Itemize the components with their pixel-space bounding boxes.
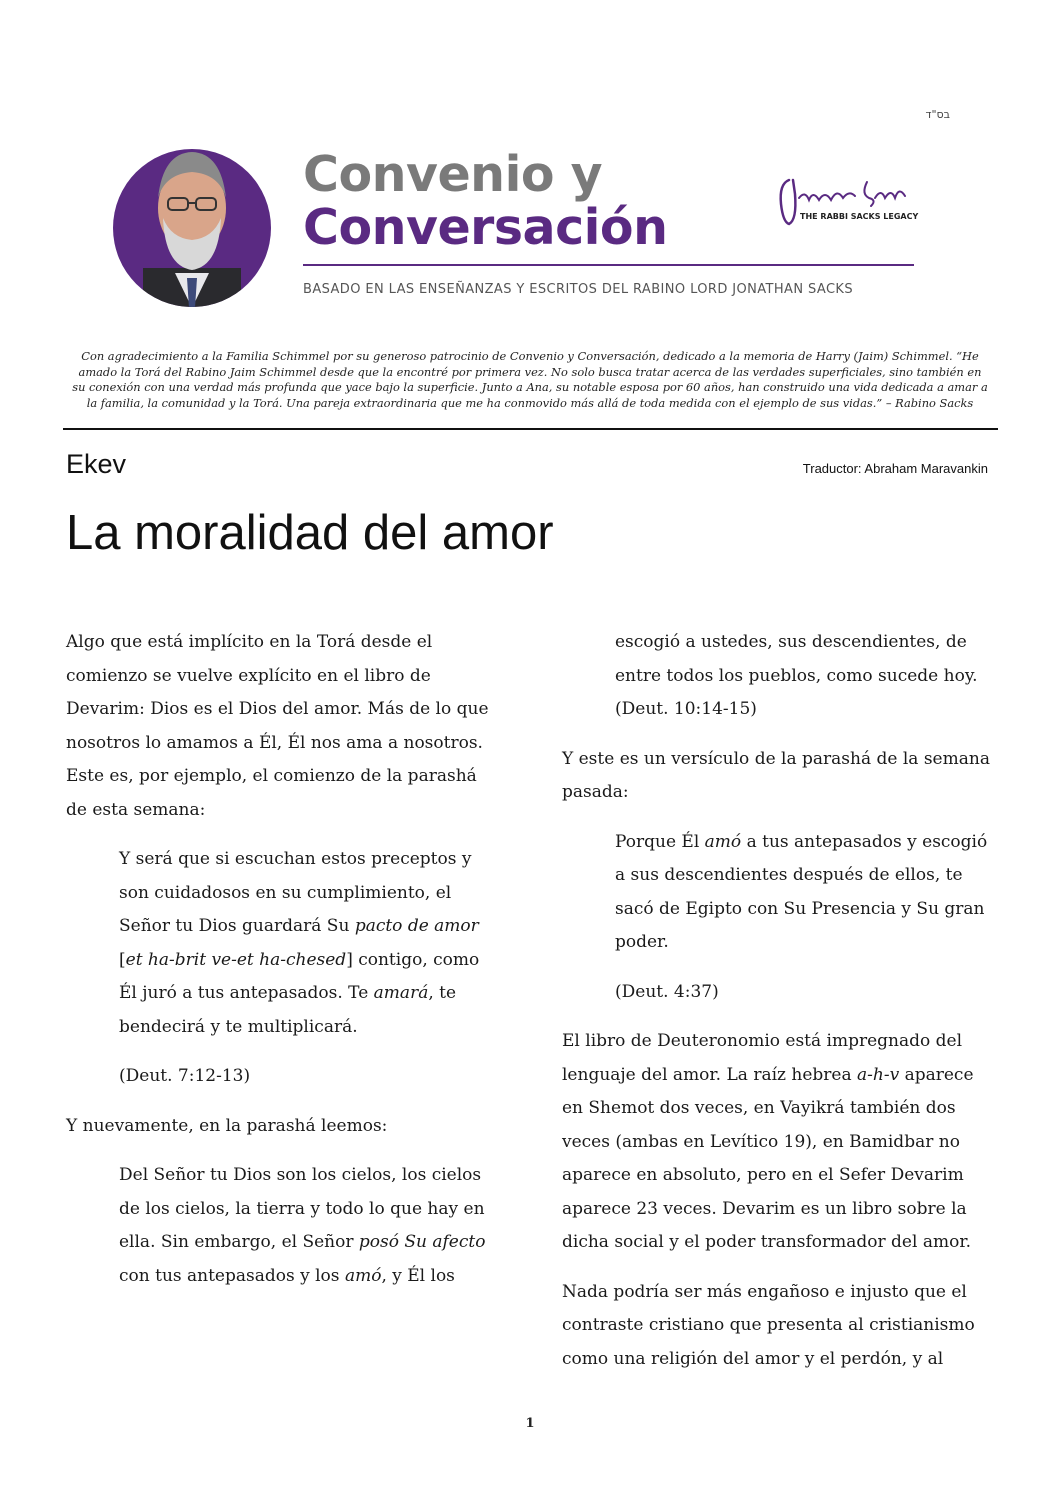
paragraph-text: El libro de Deuteronomio está impregnado del lenguaje del amor. La raíz hebrea xyxy=(562,1031,963,1085)
quote-emphasis: amó xyxy=(704,831,742,852)
quote-text: a tus antepasados y escogió a sus descendientes después de ellos, te sacó de Egipto con Su Presencia y Su gran poder. xyxy=(615,831,988,952)
quote-deut-4 xyxy=(615,826,994,960)
quote-text: Y será que si escuchan estos preceptos y son cuidadosos en su cumplimiento, el Señor tu Dios guardará Su xyxy=(119,849,472,936)
paragraph-intro: Algo que está implícito en la Torá desde el comienzo se vuelve explícito en el libro de Devarim: Dios es el Dios del amor. Más de lo que nosotros lo amamos a Él, Él nos ama a nosotros. Este es, por ejemplo, el comienzo de la parashá de esta semana: xyxy=(66,632,489,820)
brand-subtitle: BASADO EN LAS ENSEÑANZAS Y ESCRITOS DEL RABINO LORD JONATHAN SACKS xyxy=(303,282,854,297)
brand-title xyxy=(303,148,723,254)
quote-reference: (Deut. 4:37) xyxy=(615,981,719,1002)
quote-emphasis: amará xyxy=(373,983,429,1003)
paragraph-contrast: Nada podría ser más engañoso e injusto que el contraste cristiano que presenta al cristianismo como una religión del amor y el perdón, y al xyxy=(562,1281,975,1369)
paragraph-text: aparece en Shemot dos veces, en Vayikrá también dos veces (ambas en Levítico 19), en Bamidbar no aparece en absoluto, pero en el Sefer Devarim aparece 23 veces. Devarim es un libro sobre la dicha social y el poder transformador del amor. xyxy=(562,1064,974,1252)
page-number: 1 xyxy=(525,1416,535,1431)
article-title: La moralidad del amor xyxy=(66,506,554,560)
quote-reference: (Deut. 7:12-13) xyxy=(119,1066,251,1086)
quote-text: , y Él los xyxy=(381,1265,455,1286)
rabbi-sacks-legacy-label: THE RABBI SACKS LEGACY xyxy=(800,212,919,221)
right-column xyxy=(562,626,994,1392)
section-divider xyxy=(63,428,998,430)
brand-divider xyxy=(303,264,914,266)
paragraph-again: Y nuevamente, en la parashá leemos: xyxy=(66,1115,388,1136)
parasha-name: Ekev xyxy=(66,449,127,479)
quote-emphasis: et ha-brit ve-et ha-chesed xyxy=(125,949,347,970)
hebrew-root: a-h-v xyxy=(857,1064,900,1085)
translator-credit: Traductor: Abraham Maravankin xyxy=(802,461,988,476)
hebrew-mark: בס"ד xyxy=(925,108,950,121)
quote-emphasis: posó Su afecto xyxy=(358,1232,486,1252)
quote-deut-7 xyxy=(119,843,496,1044)
quote-text: con tus antepasados y los xyxy=(119,1265,345,1286)
quote-text: [ xyxy=(119,949,126,970)
rabbi-portrait-image xyxy=(113,138,271,308)
quote-text: , te bendecirá y te multiplicará. xyxy=(119,983,457,1037)
quote-deut-10-continued: escogió a ustedes, sus descendientes, de entre todos los pueblos, como sucede hoy. (Deut. 10:14-15) xyxy=(615,632,978,719)
brand-title-line1: Convenio y xyxy=(303,146,603,203)
quote-text: Porque Él xyxy=(615,831,705,852)
quote-emphasis: amó xyxy=(344,1265,382,1286)
brand-title-line2: Conversación xyxy=(303,199,668,256)
dedication-text: Con agradecimiento a la Familia Schimmel por su generoso patrocinio de Convenio y Conversación, dedicado a la memoria de Harry (Jaim) Schimmel. “He amado la Torá del Rabino Jaim Schimmel desde que la encontré por primera vez. No solo busca tratar acerca de las verdades superficiales, sino también en su conexión con una verdad más profunda que yace bajo la superficie. Junto a Ana, su notable esposa por 60 años, han construido una vida dedicada a amar a la familia, la comunidad y la Torá. Una pareja extraordinaria que me ha conmovido más allá de toda medida con el ejemplo de sus vidas.” – Rabino Sacks xyxy=(72,349,988,410)
quote-text: ] contigo, como Él juró a tus antepasados. Te xyxy=(119,949,480,1003)
quote-text: Del Señor tu Dios son los cielos, los cielos de los cielos, la tierra y todo lo que hay en ella. Sin embargo, el Señor xyxy=(119,1165,485,1252)
signature-logo xyxy=(775,174,915,232)
paragraph-deuteronomy xyxy=(562,1025,994,1260)
quote-deut-10 xyxy=(119,1159,496,1293)
left-column xyxy=(66,626,496,1309)
quote-emphasis: pacto de amor xyxy=(354,916,479,936)
paragraph-last-week: Y este es un versículo de la parashá de la semana pasada: xyxy=(562,748,990,802)
